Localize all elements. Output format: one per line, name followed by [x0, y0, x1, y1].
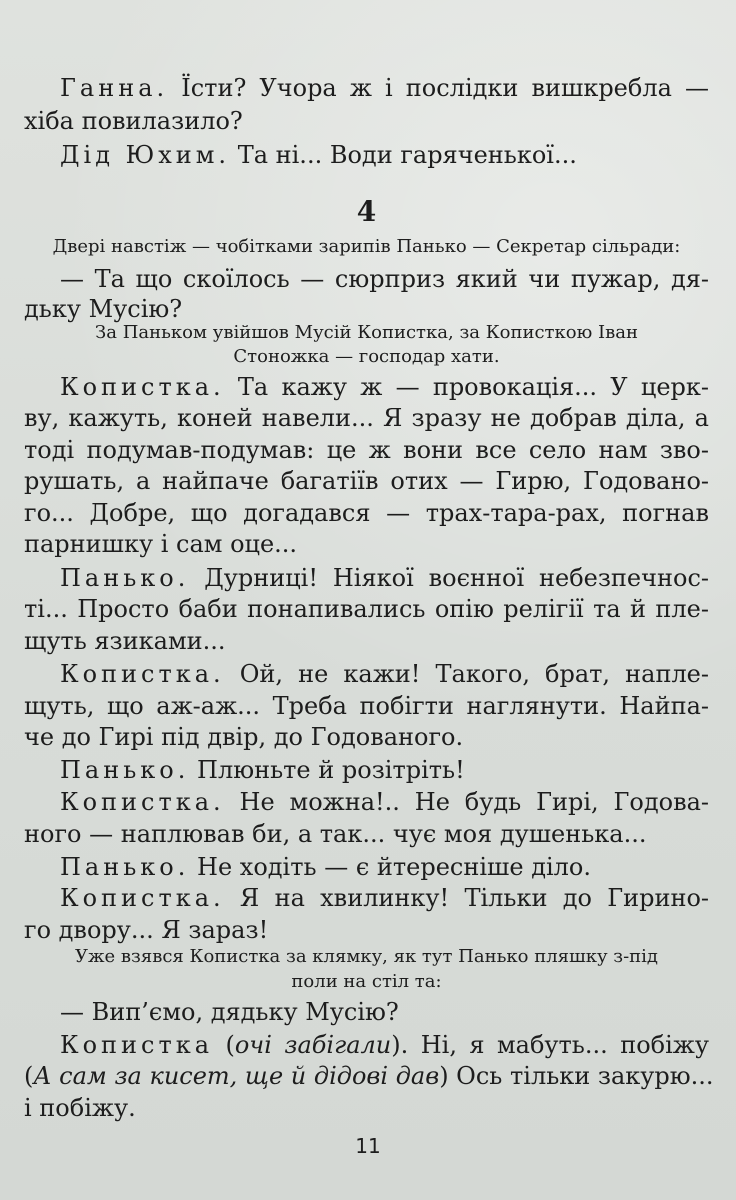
stage-note: А сам за кисет, ще й дідові дав: [33, 1062, 440, 1091]
speaker-name: Панько.: [60, 563, 190, 592]
text-line: щуть, що аж-аж... Треба побігти наглянути. Найпа-: [24, 691, 709, 720]
line-text: дьку Мусію?: [24, 294, 183, 323]
line-text: Їсти? Учора ж і послідки вишкребла —: [168, 74, 709, 102]
speaker-name: Копистка: [60, 1030, 214, 1059]
text-line: рушать, а найпаче багатіїв отих — Гирю, Годовано-: [24, 467, 709, 496]
stage-note: очі забігали: [234, 1030, 392, 1059]
speaker-name: Панько.: [60, 756, 190, 785]
section-number: 4: [356, 195, 377, 229]
text-line: го... Добре, що догадався — трах-тара-рах, погнав: [24, 498, 709, 527]
speaker-name: Ганна.: [60, 74, 169, 102]
line-text: Дурниці! Ніякої воєнної небезпечнос-: [189, 563, 709, 592]
line-text: Я на хвилинку! Тільки до Гирино-: [224, 884, 709, 913]
speaker-name: Копистка.: [60, 372, 225, 401]
text-line: ного — наплював би, а так... чує моя душенька...: [24, 819, 647, 848]
speaker-name: Копистка.: [60, 884, 225, 913]
page-number: 11: [355, 1134, 381, 1158]
text-line: тоді подумав-подумав: це ж вони все село нам зво-: [24, 435, 709, 464]
line-text: Та кажу ж — провокація... У церк-: [224, 372, 709, 401]
line-text: ) Ось тільки закурю...: [439, 1062, 714, 1091]
line-text: (: [24, 1062, 34, 1091]
text-line: [24, 70, 709, 106]
stage-direction: Стоножка — господар хати.: [233, 345, 500, 367]
speaker-name: Дід Юхим.: [60, 140, 231, 169]
stage-direction: Уже взявся Копистка за клямку, як тут Панько пляшку з-під: [74, 946, 659, 968]
text-line: парнишку і сам оце...: [24, 530, 298, 559]
line-text: ). Ні, я мабуть... побіжу: [391, 1030, 709, 1059]
stage-direction: Двері навстіж — чобітками зарипів Панько — Секретар сільради:: [52, 236, 681, 258]
text-line: [24, 103, 243, 139]
speaker-name: Панько.: [60, 852, 190, 881]
text-line: че до Гирі під двір, до Годованого.: [24, 723, 464, 752]
line-text: Не ходіть — є йтересніше діло.: [189, 852, 591, 881]
text-line: го двору... Я зараз!: [24, 915, 269, 944]
line-text: Не можна!.. Не будь Гирі, Годова-: [224, 788, 709, 816]
line-text: Ой, не кажи! Такого, брат, напле-: [224, 660, 709, 689]
text-line: [24, 137, 577, 173]
stage-direction: поли на стіл та:: [291, 970, 442, 992]
text-line: і побіжу.: [24, 1094, 136, 1122]
speaker-name: Копистка.: [60, 660, 225, 689]
speaker-name: Копистка.: [60, 788, 225, 816]
stage-direction: За Паньком увійшов Мусій Копистка, за Кописткою Іван: [95, 321, 638, 343]
line-text: — Вип’ємо, дядьку Мусію?: [60, 997, 399, 1026]
text-line: щуть язиками...: [24, 626, 226, 655]
line-text: (: [213, 1030, 235, 1059]
line-text: хіба повилазило?: [24, 107, 243, 136]
line-text: Плюньте й розітріть!: [189, 756, 465, 785]
line-text: — Та що скоїлось — сюрприз який чи пужар, дя-: [60, 265, 709, 294]
text-line: ву, кажуть, коней навели... Я зразу не добрав діла, а: [24, 404, 709, 433]
text-line: ті... Просто баби понапивались опію релігії та й пле-: [24, 595, 709, 624]
line-text: Та ні... Води гаряченької...: [230, 140, 577, 169]
text-line: [24, 994, 399, 1030]
